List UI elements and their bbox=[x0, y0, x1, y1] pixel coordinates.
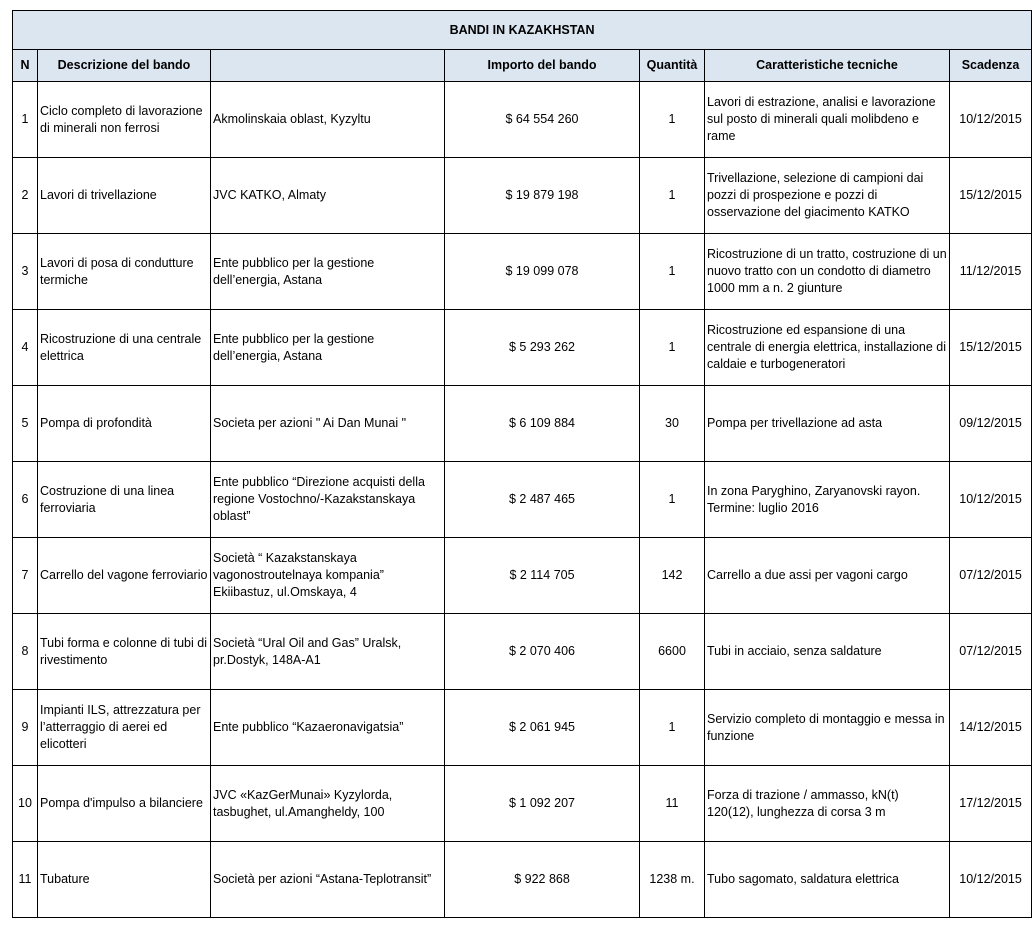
cell-ente: JVC «KazGerMunai» Kyzylorda, tasbughet, ul.Amangheldy, 100 bbox=[211, 766, 445, 842]
cell-n: 9 bbox=[13, 690, 38, 766]
table-row bbox=[13, 842, 1032, 918]
cell-quantita: 11 bbox=[640, 766, 705, 842]
cell-scadenza: 09/12/2015 bbox=[950, 386, 1032, 462]
cell-quantita: 1 bbox=[640, 690, 705, 766]
cell-importo: $ 5 293 262 bbox=[445, 310, 640, 386]
cell-scadenza: 07/12/2015 bbox=[950, 614, 1032, 690]
cell-descrizione: Costruzione di una linea ferroviaria bbox=[38, 462, 211, 538]
cell-scadenza: 14/12/2015 bbox=[950, 690, 1032, 766]
cell-descrizione: Tubi forma e colonne di tubi di rivestimento bbox=[38, 614, 211, 690]
cell-n: 1 bbox=[13, 82, 38, 158]
cell-ente: Ente pubblico per la gestione dell’energia, Astana bbox=[211, 234, 445, 310]
cell-importo: $ 2 070 406 bbox=[445, 614, 640, 690]
cell-caratteristiche: Trivellazione, selezione di campioni dai pozzi di prospezione e pozzi di osservazione del giacimento KATKO bbox=[705, 158, 950, 234]
cell-importo: $ 1 092 207 bbox=[445, 766, 640, 842]
cell-quantita: 1 bbox=[640, 82, 705, 158]
cell-caratteristiche: Tubi in acciaio, senza saldature bbox=[705, 614, 950, 690]
cell-n: 8 bbox=[13, 614, 38, 690]
table-row bbox=[13, 82, 1032, 158]
cell-importo: $ 2 487 465 bbox=[445, 462, 640, 538]
cell-descrizione: Ciclo completo di lavorazione di minerali non ferrosi bbox=[38, 82, 211, 158]
cell-scadenza: 11/12/2015 bbox=[950, 234, 1032, 310]
cell-caratteristiche: In zona Paryghino, Zaryanovski rayon. Termine: luglio 2016 bbox=[705, 462, 950, 538]
cell-ente: Ente pubblico “Kazaeronavigatsia” bbox=[211, 690, 445, 766]
cell-quantita: 1238 m. bbox=[640, 842, 705, 918]
cell-importo: $ 2 061 945 bbox=[445, 690, 640, 766]
cell-importo: $ 6 109 884 bbox=[445, 386, 640, 462]
cell-importo: $ 2 114 705 bbox=[445, 538, 640, 614]
cell-scadenza: 15/12/2015 bbox=[950, 158, 1032, 234]
cell-importo: $ 64 554 260 bbox=[445, 82, 640, 158]
table-row bbox=[13, 766, 1032, 842]
table-row bbox=[13, 386, 1032, 462]
cell-n: 11 bbox=[13, 842, 38, 918]
cell-n: 4 bbox=[13, 310, 38, 386]
cell-quantita: 1 bbox=[640, 310, 705, 386]
cell-importo: $ 19 099 078 bbox=[445, 234, 640, 310]
header-n: N bbox=[13, 50, 38, 82]
cell-caratteristiche: Tubo sagomato, saldatura elettrica bbox=[705, 842, 950, 918]
table-row bbox=[13, 462, 1032, 538]
cell-ente: Societa per azioni " Ai Dan Munai " bbox=[211, 386, 445, 462]
header-quantita: Quantità bbox=[640, 50, 705, 82]
cell-scadenza: 10/12/2015 bbox=[950, 842, 1032, 918]
cell-ente: Società “ Kazakstanskaya vagonostroutelnaya kompania” Ekiibastuz, ul.Omskaya, 4 bbox=[211, 538, 445, 614]
cell-ente: Akmolinskaia oblast, Kyzyltu bbox=[211, 82, 445, 158]
table-row bbox=[13, 538, 1032, 614]
table-row bbox=[13, 234, 1032, 310]
cell-n: 7 bbox=[13, 538, 38, 614]
header-descrizione: Descrizione del bando bbox=[38, 50, 211, 82]
cell-ente: Società “Ural Oil and Gas” Uralsk, pr.Dostyk, 148A-A1 bbox=[211, 614, 445, 690]
table-row bbox=[13, 310, 1032, 386]
cell-descrizione: Lavori di posa di condutture termiche bbox=[38, 234, 211, 310]
cell-descrizione: Pompa di profondità bbox=[38, 386, 211, 462]
cell-quantita: 1 bbox=[640, 158, 705, 234]
header-ente bbox=[211, 50, 445, 82]
cell-quantita: 1 bbox=[640, 234, 705, 310]
cell-descrizione: Ricostruzione di una centrale elettrica bbox=[38, 310, 211, 386]
cell-descrizione: Carrello del vagone ferroviario bbox=[38, 538, 211, 614]
header-row bbox=[13, 50, 1032, 82]
cell-n: 10 bbox=[13, 766, 38, 842]
title-row bbox=[13, 11, 1032, 50]
header-importo: Importo del bando bbox=[445, 50, 640, 82]
cell-scadenza: 15/12/2015 bbox=[950, 310, 1032, 386]
cell-caratteristiche: Forza di trazione / ammasso, kN(t) 120(12), lunghezza di corsa 3 m bbox=[705, 766, 950, 842]
cell-descrizione: Lavori di trivellazione bbox=[38, 158, 211, 234]
cell-ente: Ente pubblico “Direzione acquisti della regione Vostochno/-Kazakstanskaya oblast” bbox=[211, 462, 445, 538]
cell-quantita: 6600 bbox=[640, 614, 705, 690]
cell-descrizione: Tubature bbox=[38, 842, 211, 918]
cell-scadenza: 07/12/2015 bbox=[950, 538, 1032, 614]
cell-quantita: 142 bbox=[640, 538, 705, 614]
table-row bbox=[13, 158, 1032, 234]
header-caratteristiche: Caratteristiche tecniche bbox=[705, 50, 950, 82]
tenders-sheet bbox=[12, 10, 1022, 918]
cell-quantita: 30 bbox=[640, 386, 705, 462]
cell-n: 2 bbox=[13, 158, 38, 234]
cell-importo: $ 922 868 bbox=[445, 842, 640, 918]
table-row bbox=[13, 690, 1032, 766]
cell-ente: Società per azioni “Astana-Teplotransit” bbox=[211, 842, 445, 918]
cell-ente: Ente pubblico per la gestione dell’energia, Astana bbox=[211, 310, 445, 386]
cell-descrizione: Pompa d'impulso a bilanciere bbox=[38, 766, 211, 842]
cell-n: 5 bbox=[13, 386, 38, 462]
cell-scadenza: 10/12/2015 bbox=[950, 82, 1032, 158]
cell-quantita: 1 bbox=[640, 462, 705, 538]
cell-importo: $ 19 879 198 bbox=[445, 158, 640, 234]
table-title: BANDI IN KAZAKHSTAN bbox=[13, 11, 1032, 50]
tenders-table bbox=[12, 10, 1032, 918]
cell-scadenza: 17/12/2015 bbox=[950, 766, 1032, 842]
cell-ente: JVC KATKO, Almaty bbox=[211, 158, 445, 234]
cell-caratteristiche: Ricostruzione di un tratto, costruzione di un nuovo tratto con un condotto di diametro 1000 mm a n. 2 giunture bbox=[705, 234, 950, 310]
cell-caratteristiche: Lavori di estrazione, analisi e lavorazione sul posto di minerali quali molibdeno e rame bbox=[705, 82, 950, 158]
cell-n: 6 bbox=[13, 462, 38, 538]
cell-caratteristiche: Pompa per trivellazione ad asta bbox=[705, 386, 950, 462]
table-row bbox=[13, 614, 1032, 690]
cell-caratteristiche: Carrello a due assi per vagoni cargo bbox=[705, 538, 950, 614]
header-scadenza: Scadenza bbox=[950, 50, 1032, 82]
cell-caratteristiche: Servizio completo di montaggio e messa in funzione bbox=[705, 690, 950, 766]
cell-scadenza: 10/12/2015 bbox=[950, 462, 1032, 538]
cell-caratteristiche: Ricostruzione ed espansione di una centrale di energia elettrica, installazione di caldaie e turbogeneratori bbox=[705, 310, 950, 386]
cell-descrizione: Impianti ILS, attrezzatura per l’atterraggio di aerei ed elicotteri bbox=[38, 690, 211, 766]
cell-n: 3 bbox=[13, 234, 38, 310]
